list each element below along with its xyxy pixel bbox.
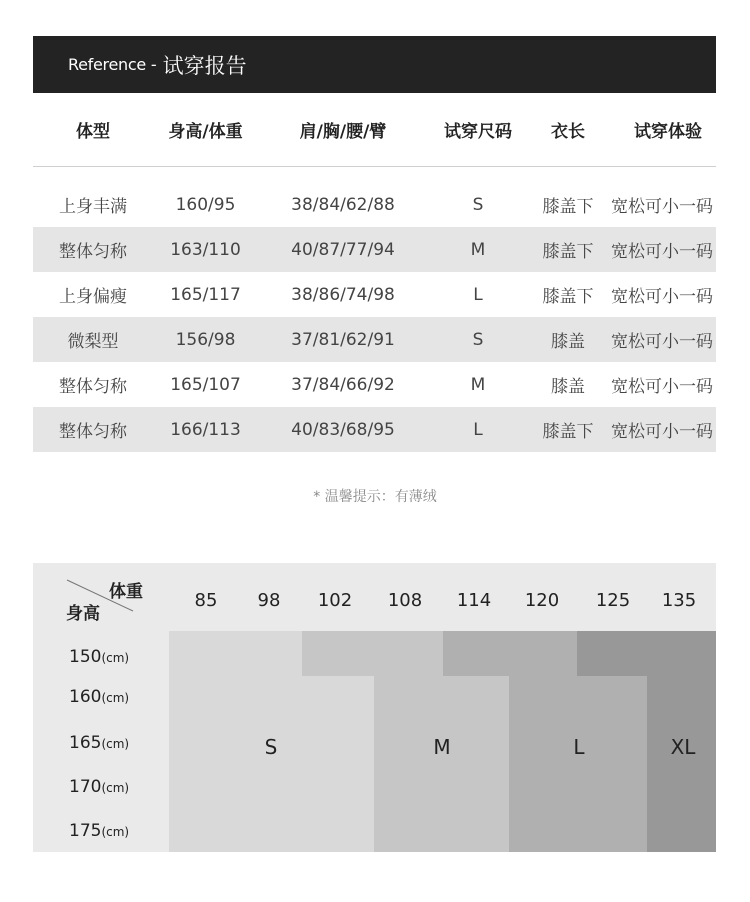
size-zone-s — [169, 631, 302, 852]
size-zone-m — [302, 631, 443, 676]
cell-experience: 宽松可小一码 — [611, 422, 713, 442]
cell-height-weight: 166/113 — [170, 419, 241, 440]
cell-measurements: 40/83/68/95 — [291, 419, 395, 440]
cell-experience: 宽松可小一码 — [611, 242, 713, 262]
banner-separator: - — [150, 55, 157, 74]
header-experience: 试穿体验 — [634, 122, 702, 142]
cell-length: 膝盖下 — [542, 197, 594, 217]
cell-measurements: 38/84/62/88 — [291, 194, 395, 215]
cell-length: 膝盖 — [551, 377, 585, 397]
cell-measurements: 37/81/62/91 — [291, 329, 395, 350]
report-banner — [33, 36, 716, 93]
height-unit: (cm) — [101, 737, 130, 751]
size-chart — [33, 563, 716, 852]
fit-report-header-row — [33, 93, 716, 167]
cell-body-type: 整体匀称 — [59, 377, 127, 397]
header-height-weight: 身高/体重 — [168, 122, 243, 142]
cell-length: 膝盖下 — [542, 242, 594, 262]
table-row — [33, 227, 716, 272]
cell-length: 膝盖下 — [542, 287, 594, 307]
height-value: 160 — [69, 687, 102, 707]
size-zone-s — [302, 676, 374, 852]
height-axis-label: 身高 — [66, 604, 100, 624]
height-tick — [69, 687, 129, 707]
table-row — [33, 317, 716, 362]
size-zone-l — [443, 631, 577, 676]
cell-length: 膝盖 — [551, 332, 585, 352]
weight-axis-label: 体重 — [109, 582, 143, 602]
header-length: 衣长 — [551, 122, 585, 142]
header-tried-size: 试穿尺码 — [444, 122, 512, 142]
size-chart-corner — [33, 563, 169, 631]
header-measurements: 肩/胸/腰/臂 — [299, 122, 387, 142]
size-label-xl: XL — [670, 735, 696, 759]
cell-measurements: 40/87/77/94 — [291, 239, 395, 260]
weight-tick: 120 — [524, 590, 560, 611]
weight-tick: 102 — [317, 590, 353, 611]
table-row — [33, 182, 716, 227]
height-unit: (cm) — [101, 825, 130, 839]
cell-body-type: 整体匀称 — [59, 422, 127, 442]
cell-measurements: 37/84/66/92 — [291, 374, 395, 395]
size-zone-xl — [577, 631, 716, 676]
cell-tried-size: L — [473, 419, 483, 440]
cell-tried-size: M — [470, 374, 486, 395]
height-tick — [69, 777, 129, 797]
cell-tried-size: M — [470, 239, 486, 260]
cell-height-weight: 163/110 — [170, 239, 241, 260]
height-unit: (cm) — [101, 651, 130, 665]
cell-body-type: 上身丰满 — [59, 197, 127, 217]
weight-tick: 108 — [387, 590, 423, 611]
weight-tick: 135 — [661, 590, 697, 611]
size-zone-l — [509, 676, 647, 852]
cell-experience: 宽松可小一码 — [611, 332, 713, 352]
banner-title-cn: 试穿报告 — [162, 53, 247, 78]
height-value: 150 — [69, 647, 102, 667]
cell-height-weight: 156/98 — [175, 329, 236, 350]
height-unit: (cm) — [101, 691, 130, 705]
size-label-l: L — [573, 735, 585, 759]
weight-tick: 114 — [456, 590, 492, 611]
diagonal-divider — [33, 563, 169, 631]
cell-body-type: 微梨型 — [67, 332, 119, 352]
weight-tick: 85 — [194, 590, 218, 611]
cell-body-type: 整体匀称 — [59, 242, 127, 262]
height-value: 165 — [69, 733, 102, 753]
cell-tried-size: L — [473, 284, 483, 305]
size-zone-m — [374, 676, 509, 852]
table-row — [33, 407, 716, 452]
cell-height-weight: 165/117 — [170, 284, 241, 305]
table-row — [33, 272, 716, 317]
header-body-type: 体型 — [76, 122, 110, 142]
weight-tick: 98 — [257, 590, 281, 611]
cell-experience: 宽松可小一码 — [611, 197, 713, 217]
cell-tried-size: S — [472, 329, 484, 350]
cell-tried-size: S — [472, 194, 484, 215]
cell-measurements: 38/86/74/98 — [291, 284, 395, 305]
warm-tip: * 温馨提示：有薄绒 — [313, 489, 437, 505]
size-zone-xl — [647, 676, 716, 852]
cell-height-weight: 160/95 — [175, 194, 236, 215]
height-tick — [69, 733, 129, 753]
height-tick — [69, 821, 129, 841]
table-row — [33, 362, 716, 407]
cell-experience: 宽松可小一码 — [611, 377, 713, 397]
height-tick — [69, 647, 129, 667]
size-label-s: S — [264, 735, 278, 759]
weight-tick: 125 — [595, 590, 631, 611]
size-chart-header — [33, 563, 716, 631]
height-value: 170 — [69, 777, 102, 797]
cell-height-weight: 165/107 — [170, 374, 241, 395]
cell-experience: 宽松可小一码 — [611, 287, 713, 307]
cell-length: 膝盖下 — [542, 422, 594, 442]
height-unit: (cm) — [101, 781, 130, 795]
size-label-m: M — [433, 735, 451, 759]
cell-body-type: 上身偏瘦 — [59, 287, 127, 307]
fit-report-table — [33, 93, 716, 452]
banner-title-en: Reference — [68, 55, 146, 74]
height-value: 175 — [69, 821, 102, 841]
